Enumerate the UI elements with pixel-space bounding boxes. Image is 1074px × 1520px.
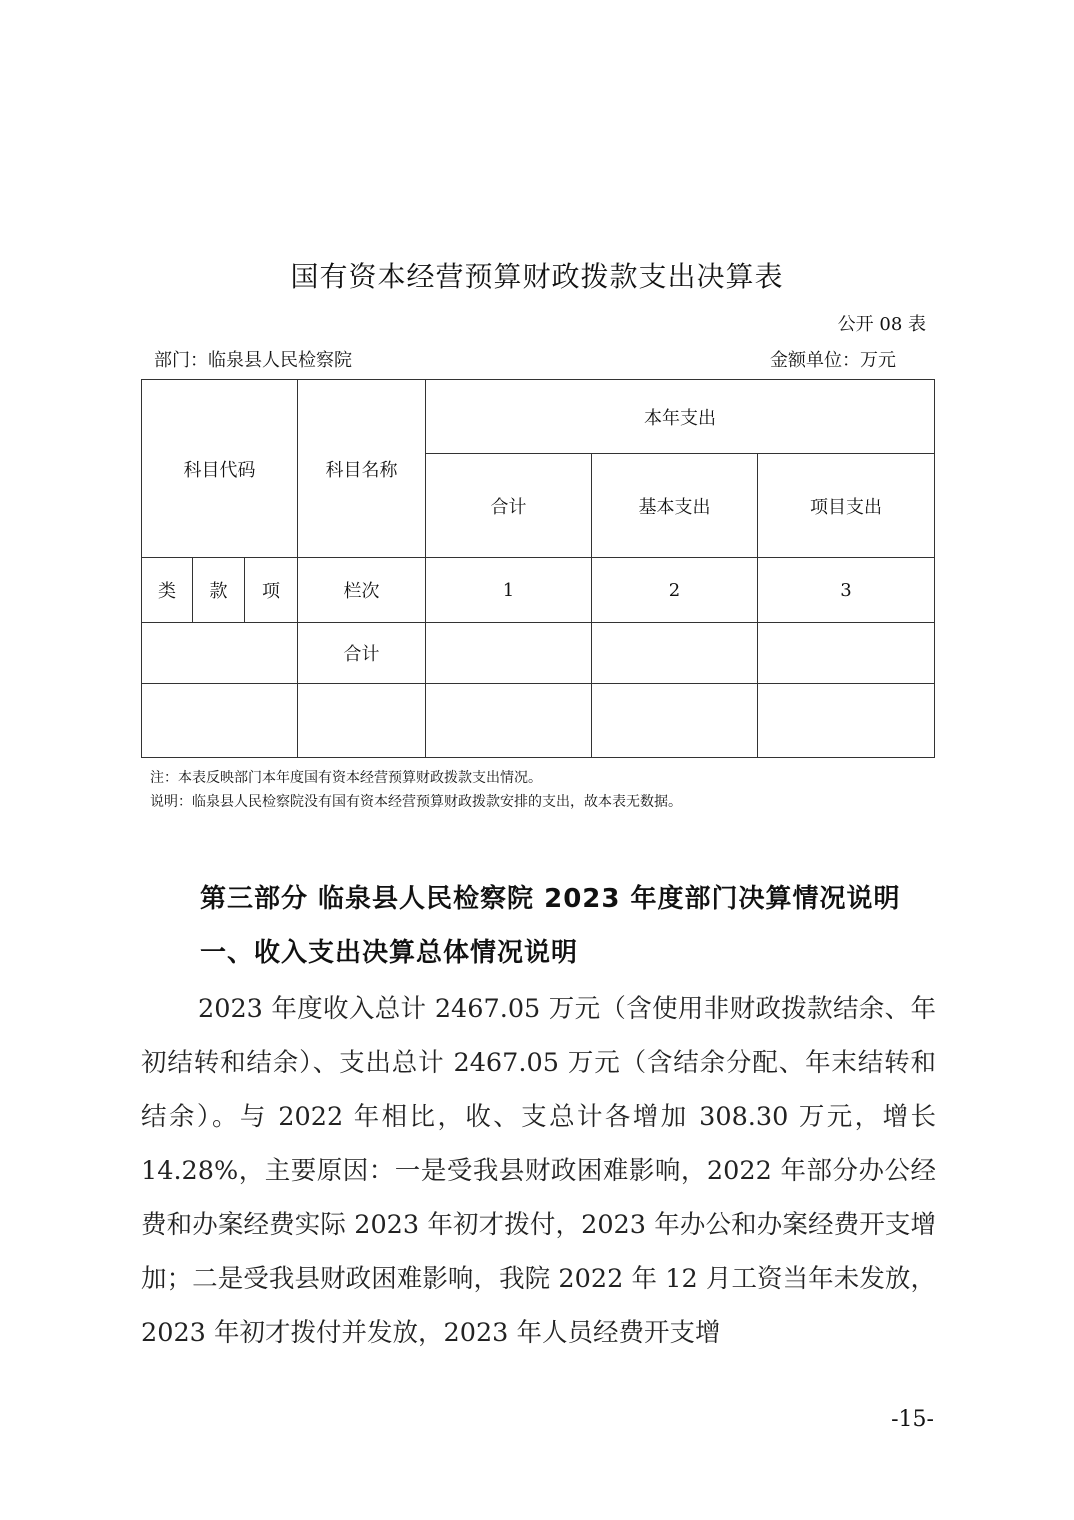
empty-row-basic-cell [592,684,758,758]
total-row-label: 合计 [298,623,426,684]
header-total: 合计 [426,454,592,558]
header-subject-name: 科目名称 [298,380,426,558]
page-number: -15- [891,1407,934,1432]
col-number-3: 3 [758,558,935,623]
body-paragraph: 2023 年度收入总计 2467.05 万元（含使用非财政拨款结余、年初结转和结余）、支出总计 2467.05 万元（含结余分配、年末结转和结余）。与 2022 年相比，收、支总计各增加 308.30 万元，增长 14.28%，主要原因：一是受我县财政困难影响，2022 年部分办公经费和办案经费实际 2023 年初才拨付，2023 年办公和办案经费开支增加；二是受我县财政困难影响，我院 2022 年 12 月工资当年未发放，2023 年初才拨付并发放，2023 年人员经费开支增 [141,994,936,1348]
empty-row-sum-cell [426,684,592,758]
form-number: 公开 08 表 [837,314,926,335]
header-basic-expenditure: 基本支出 [592,454,758,558]
col-kuan: 款 [193,558,245,623]
table-title: 国有资本经营预算财政拨款支出决算表 [290,260,784,293]
total-row-code-cell [142,623,298,684]
col-lanci: 栏次 [298,558,426,623]
total-row-sum-cell [426,623,592,684]
col-number-2: 2 [592,558,758,623]
total-row-basic-cell [592,623,758,684]
header-subject-code: 科目代码 [142,380,298,558]
expenditure-table [141,379,935,758]
col-xiang: 项 [245,558,298,623]
section-heading: 一、收入支出决算总体情况说明 [200,938,579,968]
empty-row-code-cell [142,684,298,758]
part-heading: 第三部分 临泉县人民检察院 2023 年度部门决算情况说明 [200,884,901,914]
empty-row-project-cell [758,684,935,758]
col-number-1: 1 [426,558,592,623]
unit-label: 金额单位：万元 [770,350,896,371]
total-row-project-cell [758,623,935,684]
department-label: 部门：临泉县人民检察院 [154,350,352,371]
empty-row-name-cell [298,684,426,758]
header-current-year-expenditure: 本年支出 [426,380,935,454]
col-lei: 类 [142,558,193,623]
header-project-expenditure: 项目支出 [758,454,935,558]
table-explanation: 说明：临泉县人民检察院没有国有资本经营预算财政拨款安排的支出，故本表无数据。 [150,794,682,810]
table-note: 注：本表反映部门本年度国有资本经营预算财政拨款支出情况。 [150,770,542,786]
